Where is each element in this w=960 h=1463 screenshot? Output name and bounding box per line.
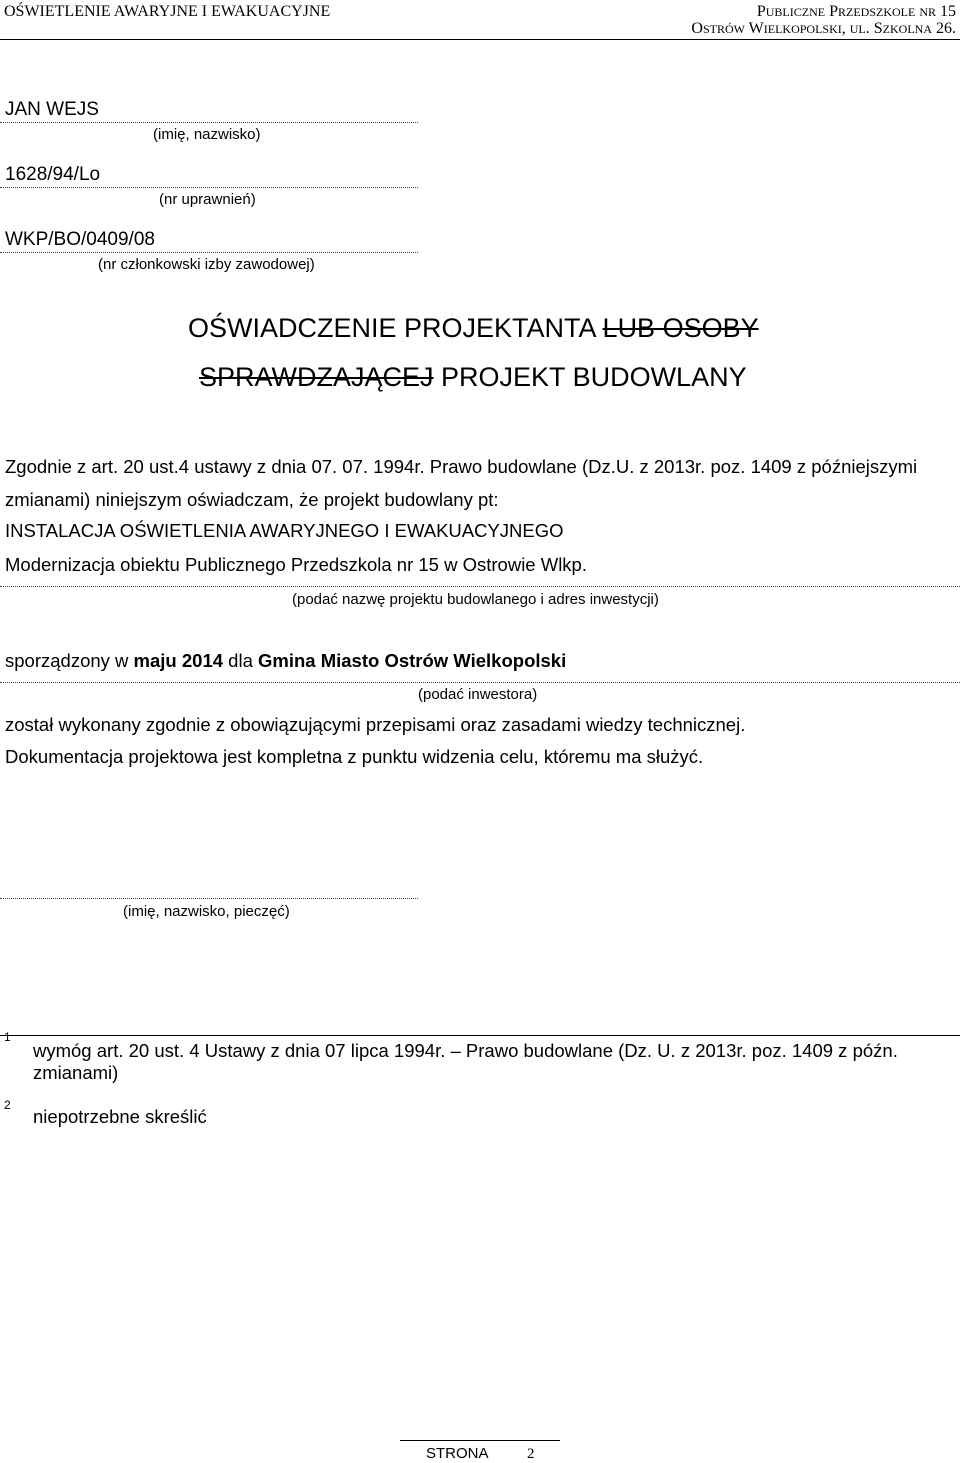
header-left: OŚWIETLENIE AWARYJNE I EWAKUACYJNE — [4, 3, 331, 20]
chamber-line — [0, 252, 418, 253]
investor-caption: (podać inwestora) — [418, 686, 538, 703]
completeness-statement: Dokumentacja projektowa jest kompletna z punktu widzenia celu, któremu ma służyć. — [5, 746, 704, 767]
footnote-1-text-cont: zmianami) — [33, 1062, 119, 1083]
compliance-statement: został wykonany zgodnie z obowiązującymi przepisami oraz zasadami wiedzy technicznej. — [5, 714, 746, 735]
header-right-line1: PUBLICZNE PRZEDSZKOLE NR 15 — [756, 3, 956, 20]
signature-line — [0, 898, 418, 899]
designer-name: JAN WEJS — [5, 99, 99, 120]
investor-line — [0, 682, 960, 683]
legal-basis-line2: zmianami) niniejszym oświadczam, że projekt budowlany pt: — [5, 489, 499, 510]
footnote-rule — [0, 1035, 960, 1036]
legal-basis-line1: Zgodnie z art. 20 ust.4 ustawy z dnia 07. 07. 1994r. Prawo budowlane (Dz.U. z 2013r. poz. 1409 z późniejszymi — [5, 456, 918, 477]
footnote-1-text: wymóg art. 20 ust. 4 Ustawy z dnia 07 lipca 1994r. – Prawo budowlane (Dz. U. z 2013r. poz. 1409 z późn. — [33, 1040, 898, 1061]
header-right-line2: OSTRÓW WIELKOPOLSKI, UL. SZKOLNA 26. — [691, 20, 956, 37]
designer-name-caption: (imię, nazwisko) — [153, 126, 261, 143]
header-rule — [0, 39, 960, 40]
footnote-2-mark: 2 — [4, 1098, 11, 1112]
project-line — [0, 586, 960, 587]
license-caption: (nr uprawnień) — [159, 191, 256, 208]
chamber-number: WKP/BO/0409/08 — [5, 229, 155, 250]
statement-title-line1: OŚWIADCZENIE PROJEKTANTA LUB OSOBY — [188, 313, 759, 343]
designer-name-line — [0, 122, 418, 123]
footer-rule — [400, 1440, 560, 1441]
signature-caption: (imię, nazwisko, pieczęć) — [123, 903, 290, 920]
footnote-1-mark: 1 — [4, 1030, 11, 1044]
footnote-2-text: niepotrzebne skreślić — [33, 1106, 207, 1127]
project-address: Modernizacja obiektu Publicznego Przedszkola nr 15 w Ostrowie Wlkp. — [5, 554, 587, 575]
statement-title-line2: SPRAWDZAJĄCEJ PROJEKT BUDOWLANY — [199, 362, 747, 392]
project-title: INSTALACJA OŚWIETLENIA AWARYJNEGO I EWAKUACYJNEGO — [5, 520, 564, 541]
chamber-caption: (nr członkowski izby zawodowej) — [98, 256, 315, 273]
footer-page-label: STRONA — [426, 1445, 489, 1462]
footer-page-number: 2 — [527, 1446, 535, 1462]
license-line — [0, 187, 418, 188]
project-caption: (podać nazwę projektu budowlanego i adres inwestycji) — [292, 591, 659, 608]
prepared-line: sporządzony w maju 2014 dla Gmina Miasto Ostrów Wielkopolski — [5, 650, 567, 671]
license-number: 1628/94/Lo — [5, 164, 101, 185]
